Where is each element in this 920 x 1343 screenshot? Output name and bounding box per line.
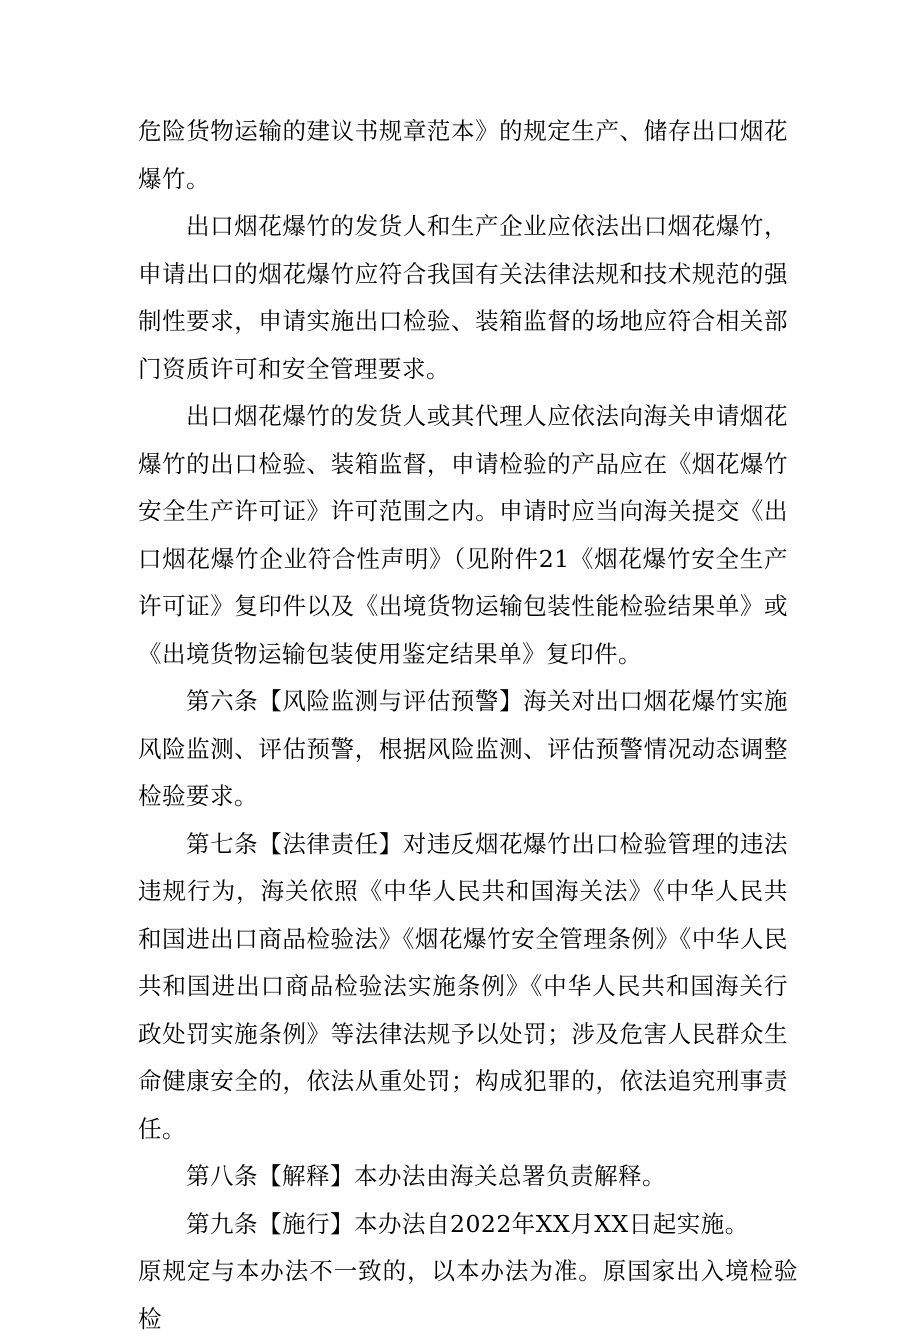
paragraph-original-regulations: 原规定与本办法不一致的，以本办法为准。原国家出入境检验检 bbox=[138, 1257, 798, 1333]
paragraph-inspection-application: 出口烟花爆竹的发货人或其代理人应依法向海关申请烟花爆竹的出口检验、装箱监督，申请检验的产品应在《烟花爆竹安全生产许可证》许可范围之内。申请时应当向海关提交《出口烟花爆竹企业符合性声明》（见附件21《烟花爆竹安全生产许可证》复印件以及《出境货物运输包装性能检验结果单》或《出境货物运输包装使用鉴定结果单》复印件。 bbox=[138, 402, 788, 668]
article-8-interpretation: 第八条【解释】本办法由海关总署负责解释。 bbox=[186, 1162, 666, 1190]
paragraph-shipper-obligations: 出口烟花爆竹的发货人和生产企业应依法出口烟花爆竹，申请出口的烟花爆竹应符合我国有关法律法规和技术规范的强制性要求，申请实施出口检验、装箱监督的场地应符合相关部门资质许可和安全管理要求。 bbox=[138, 212, 788, 383]
document-page bbox=[138, 108, 798, 1343]
article-7-legal-liability: 第七条【法律责任】对违反烟花爆竹出口检验管理的违法违规行为，海关依照《中华人民共和国海关法》《中华人民共和国进出口商品检验法》《烟花爆竹安全管理条例》《中华人民共和国进出口商品检验法实施条例》《中华人民共和国海关行政处罚实施条例》等法律法规予以处罚；涉及危害人民群众生命健康安全的，依法从重处罚；构成犯罪的，依法追究刑事责任。 bbox=[138, 829, 788, 1143]
article-6-risk-monitoring: 第六条【风险监测与评估预警】海关对出口烟花爆竹实施风险监测、评估预警，根据风险监测、评估预警情况动态调整检验要求。 bbox=[138, 687, 788, 810]
article-9-implementation: 第九条【施行】本办法自2022年XX月XX日起实施。 bbox=[186, 1209, 749, 1238]
paragraph-continuation: 危险货物运输的建议书规章范本》的规定生产、储存出口烟花爆竹。 bbox=[138, 117, 788, 193]
